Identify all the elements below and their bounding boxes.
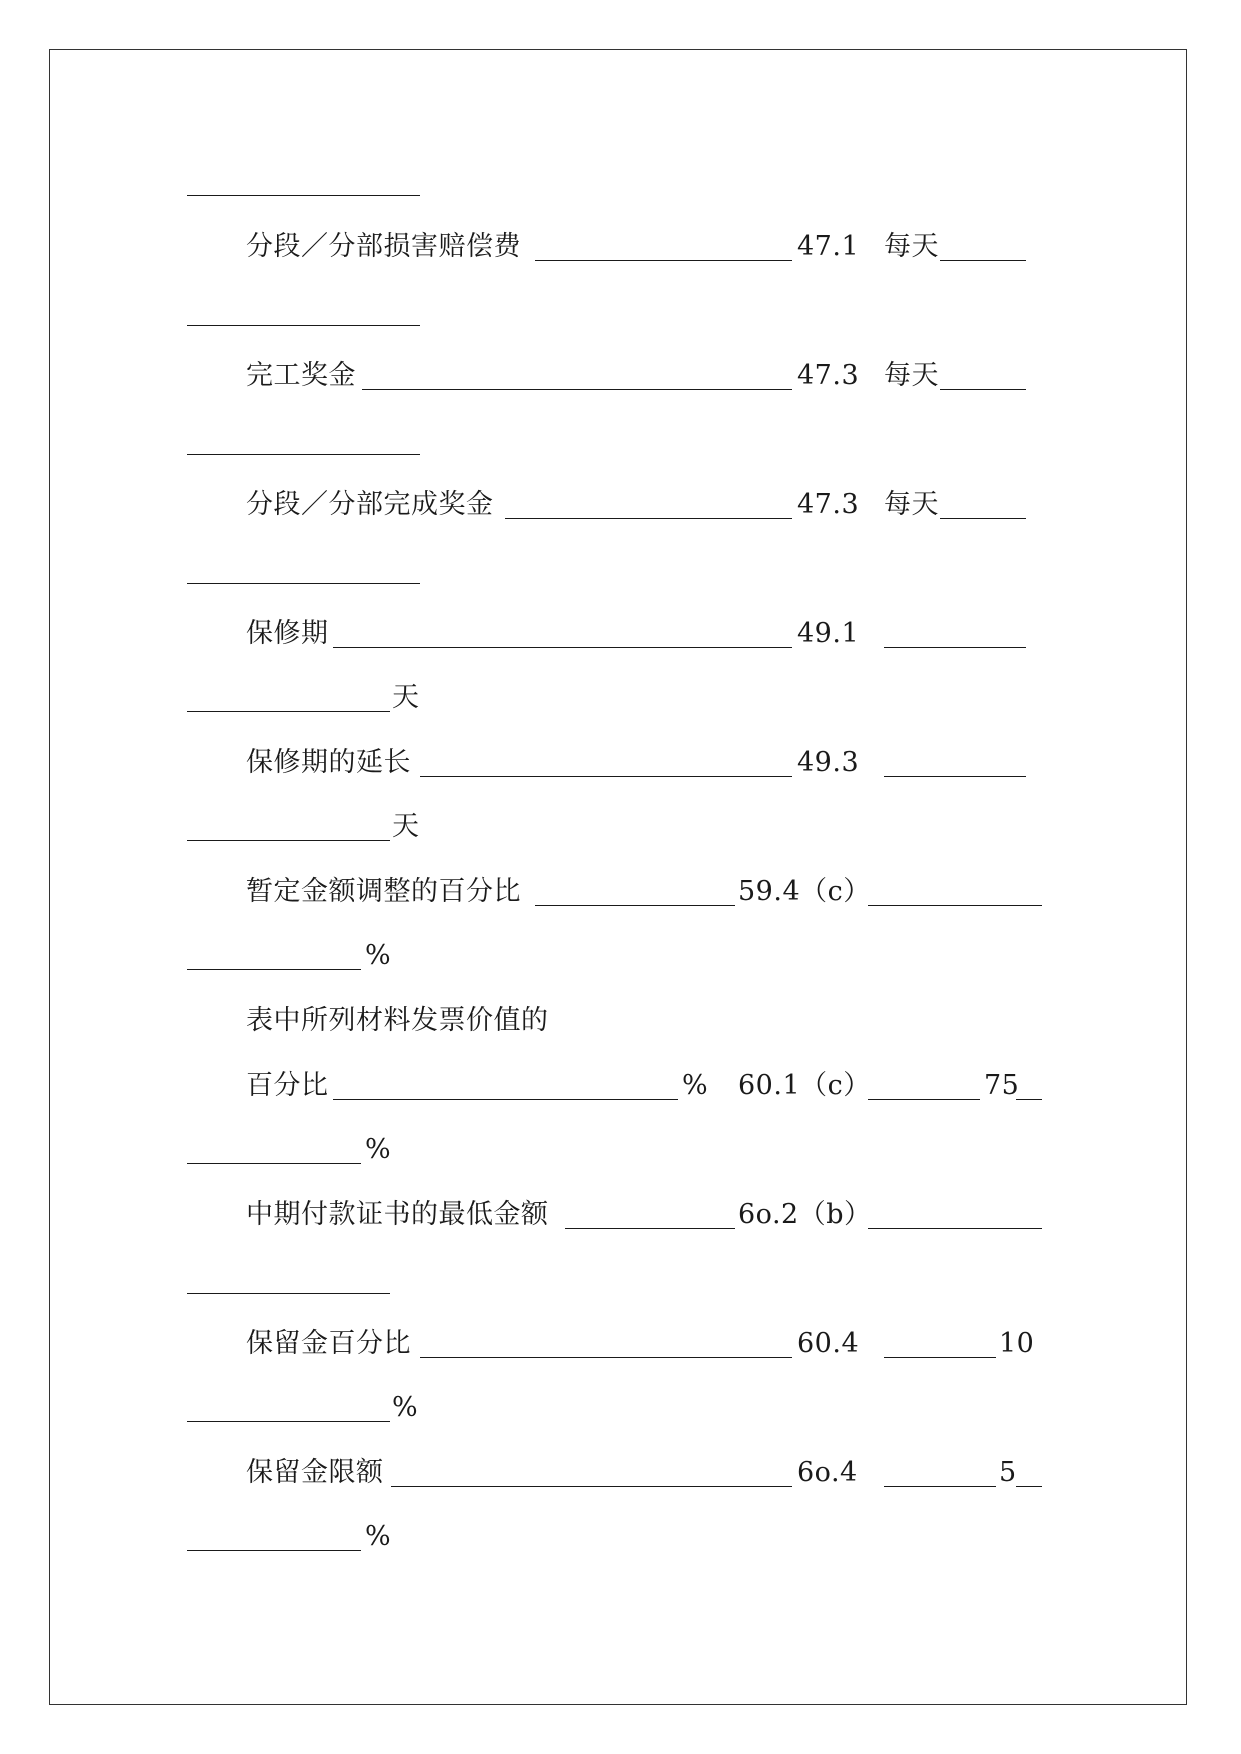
value-blank[interactable] <box>884 776 1026 777</box>
value-blank[interactable] <box>940 389 1026 390</box>
clause-number: 49.3 <box>797 747 860 778</box>
value-blank-continued[interactable] <box>187 1421 390 1422</box>
value-blank-continued[interactable] <box>187 454 420 455</box>
value-blank-continued[interactable] <box>187 325 420 326</box>
value-blank[interactable] <box>868 1099 980 1100</box>
clause-number: 6o.4 <box>797 1457 858 1488</box>
value-blank[interactable] <box>940 518 1026 519</box>
value-blank-continued[interactable] <box>187 711 390 712</box>
label-percent-sign: % <box>682 1070 709 1101</box>
leader-line <box>505 518 792 519</box>
value-blank-continued[interactable] <box>187 969 361 970</box>
entry-label: 完工奖金 <box>246 360 356 391</box>
clause-number: 47.3 <box>797 360 860 391</box>
value-blank[interactable] <box>884 1357 996 1358</box>
entry-unit: % <box>365 940 392 971</box>
entry-label: 保留金百分比 <box>246 1328 411 1359</box>
value-blank[interactable] <box>868 1228 1042 1229</box>
entry-label: 保修期 <box>246 618 329 649</box>
entry-unit: % <box>365 1521 392 1552</box>
value-blank-continued[interactable] <box>187 1163 361 1164</box>
leader-line <box>565 1228 735 1229</box>
value-blank[interactable] <box>940 260 1026 261</box>
clause-number: 49.1 <box>797 618 860 649</box>
value-blank-continued[interactable] <box>187 840 390 841</box>
entry-value[interactable]: 75 <box>984 1070 1020 1101</box>
leader-line <box>391 1486 792 1487</box>
value-blank[interactable] <box>868 905 1042 906</box>
value-blank[interactable] <box>884 1486 996 1487</box>
leader-line <box>535 905 735 906</box>
entry-label: 百分比 <box>246 1070 329 1101</box>
entry-label: 保修期的延长 <box>246 747 411 778</box>
entry-value[interactable]: 10 <box>999 1328 1035 1359</box>
value-blank-continued[interactable] <box>187 1550 361 1551</box>
entry-unit: 天 <box>392 811 420 842</box>
clause-number: 47.1 <box>797 231 860 262</box>
clause-number: 60.4 <box>797 1328 860 1359</box>
leader-line <box>420 776 792 777</box>
clause-number: 47.3 <box>797 489 860 520</box>
value-blank-tail[interactable] <box>1016 1099 1042 1100</box>
clause-number: 6o.2（b） <box>738 1199 872 1230</box>
entry-unit: 天 <box>392 682 420 713</box>
entry-label: 中期付款证书的最低金额 <box>246 1199 549 1230</box>
leader-line <box>420 1357 792 1358</box>
carryover-blank <box>187 195 420 196</box>
entry-value[interactable]: 5 <box>999 1457 1017 1488</box>
clause-number: 60.1（c） <box>738 1070 871 1101</box>
entry-label: 分段／分部完成奖金 <box>246 489 494 520</box>
leader-line <box>333 647 792 648</box>
value-blank-continued[interactable] <box>187 583 420 584</box>
leader-line <box>535 260 792 261</box>
entry-label: 分段／分部损害赔偿费 <box>246 231 521 262</box>
entry-unit: % <box>365 1134 392 1165</box>
clause-number: 59.4（c） <box>738 876 871 907</box>
entry-prefix: 每天 <box>884 360 939 391</box>
value-blank[interactable] <box>884 647 1026 648</box>
entry-label: 保留金限额 <box>246 1457 384 1488</box>
value-blank-continued[interactable] <box>187 1293 390 1294</box>
entry-label: 暂定金额调整的百分比 <box>246 876 521 907</box>
leader-line <box>333 1099 678 1100</box>
entry-label-first-line: 表中所列材料发票价值的 <box>246 1005 549 1036</box>
value-blank-tail[interactable] <box>1016 1486 1042 1487</box>
entry-unit: % <box>392 1392 419 1423</box>
leader-line <box>362 389 792 390</box>
entry-prefix: 每天 <box>884 231 939 262</box>
entry-prefix: 每天 <box>884 489 939 520</box>
